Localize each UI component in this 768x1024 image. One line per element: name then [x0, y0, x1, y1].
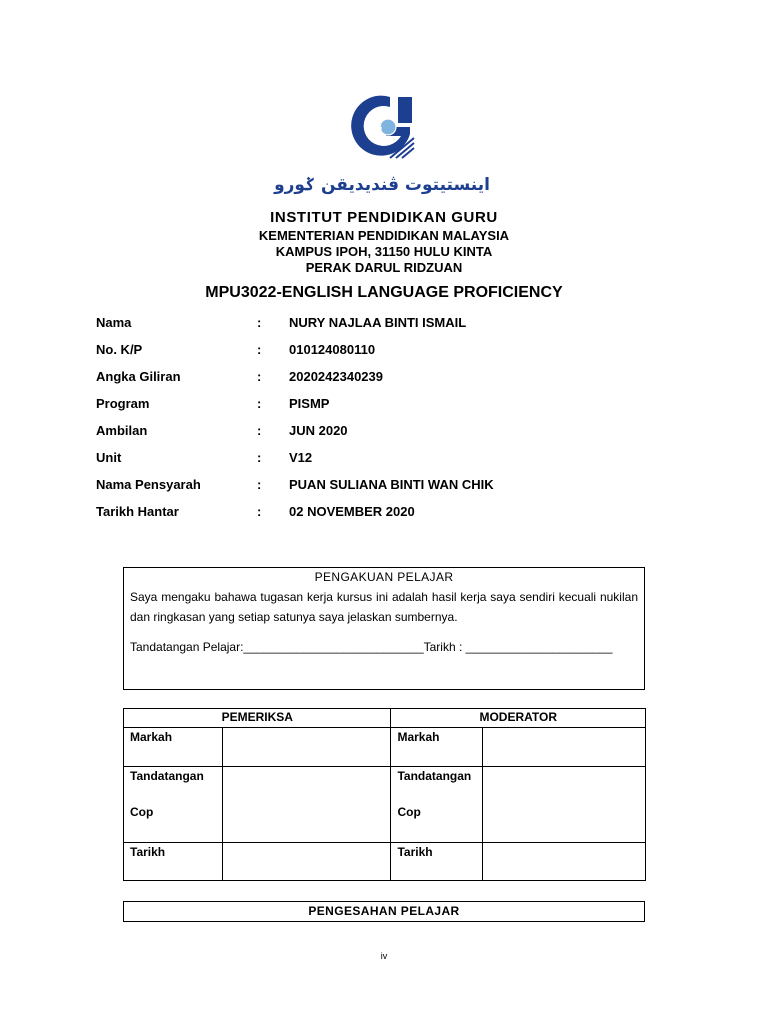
- pemeriksa-tarikh-field: [222, 843, 391, 881]
- moderator-cop-label: Cop: [397, 805, 421, 819]
- pemeriksa-signature-field: [222, 767, 391, 843]
- grading-header-row: [124, 709, 646, 728]
- info-value: PUAN SULIANA BINTI WAN CHIK: [289, 477, 494, 492]
- pemeriksa-header: PEMERIKSA: [124, 709, 391, 728]
- info-label: Nama: [96, 315, 132, 330]
- pemeriksa-tandatangan-label: Tandatangan: [130, 769, 204, 783]
- info-value: JUN 2020: [289, 423, 348, 438]
- page-number: iv: [380, 951, 388, 961]
- table-row: [124, 728, 646, 767]
- info-colon: :: [257, 423, 262, 438]
- info-colon: :: [257, 342, 262, 357]
- moderator-markah-field: [483, 728, 646, 767]
- info-row-program: [96, 394, 656, 421]
- info-row-tarikh-hantar: [96, 502, 656, 529]
- moderator-signature-cell: [391, 767, 483, 843]
- pemeriksa-signature-cell: [124, 767, 223, 843]
- declaration-signature-line: Tandatangan Pelajar:___________________________Tarikh : ______________________: [130, 640, 613, 654]
- campus-address: KAMPUS IPOH, 31150 HULU KINTA: [275, 244, 493, 259]
- declaration-title: PENGAKUAN PELAJAR: [314, 570, 454, 584]
- declaration-box: [123, 567, 645, 690]
- info-value: V12: [289, 450, 313, 465]
- pemeriksa-markah-label: Markah: [124, 728, 223, 767]
- info-row-unit: [96, 448, 656, 475]
- table-row: [124, 843, 646, 881]
- logo-jawi-text: اينستيتوت ڤنديديقن ݢورو: [274, 175, 490, 195]
- info-row-no-kp: [96, 340, 656, 367]
- info-label: No. K/P: [96, 342, 143, 357]
- state-name: PERAK DARUL RIDZUAN: [305, 260, 463, 275]
- grading-table: [123, 708, 646, 881]
- info-colon: :: [257, 504, 262, 519]
- moderator-tarikh-field: [483, 843, 646, 881]
- info-label: Ambilan: [96, 423, 148, 438]
- logo-monogram: IPG: [365, 123, 383, 134]
- info-colon: :: [257, 477, 262, 492]
- moderator-tarikh-label: Tarikh: [391, 843, 483, 881]
- moderator-header: MODERATOR: [391, 709, 646, 728]
- declaration-text: Saya mengaku bahawa tugasan kerja kursus ini adalah hasil kerja saya sendiri kecuali nukilan dan ringkasan yang setiap satunya saya jelaskan sumbernya.: [130, 590, 638, 624]
- course-title: MPU3022-ENGLISH LANGUAGE PROFICIENCY: [205, 284, 563, 301]
- pemeriksa-markah-field: [222, 728, 391, 767]
- info-value: 010124080110: [289, 342, 376, 357]
- table-row: [124, 767, 646, 843]
- info-colon: :: [257, 396, 262, 411]
- info-value: NURY NAJLAA BINTI ISMAIL: [289, 315, 467, 330]
- confirmation-box: [123, 901, 645, 922]
- info-label: Tarikh Hantar: [96, 504, 179, 519]
- institution-name: INSTITUT PENDIDIKAN GURU: [270, 209, 498, 226]
- moderator-signature-field: [483, 767, 646, 843]
- info-row-angka-giliran: [96, 367, 656, 394]
- moderator-markah-label: Markah: [391, 728, 483, 767]
- info-colon: :: [257, 450, 262, 465]
- ipg-logo-icon: [350, 94, 416, 160]
- pemeriksa-tarikh-label: Tarikh: [124, 843, 223, 881]
- info-label: Nama Pensyarah: [96, 477, 201, 492]
- info-value: 2020242340239: [289, 369, 383, 384]
- student-info: [96, 313, 656, 529]
- info-value: 02 NOVEMBER 2020: [289, 504, 415, 519]
- moderator-tandatangan-label: Tandatangan: [397, 769, 472, 783]
- info-row-ambilan: [96, 421, 656, 448]
- info-label: Angka Giliran: [96, 369, 181, 384]
- info-label: Program: [96, 396, 150, 411]
- info-row-nama: [96, 313, 656, 340]
- info-colon: :: [257, 315, 262, 330]
- ministry-name: KEMENTERIAN PENDIDIKAN MALAYSIA: [258, 228, 510, 243]
- info-value: PISMP: [289, 396, 330, 411]
- info-colon: :: [257, 369, 262, 384]
- pemeriksa-cop-label: Cop: [130, 805, 154, 819]
- info-row-nama-pensyarah: [96, 475, 656, 502]
- info-label: Unit: [96, 450, 122, 465]
- confirmation-title: PENGESAHAN PELAJAR: [308, 904, 460, 918]
